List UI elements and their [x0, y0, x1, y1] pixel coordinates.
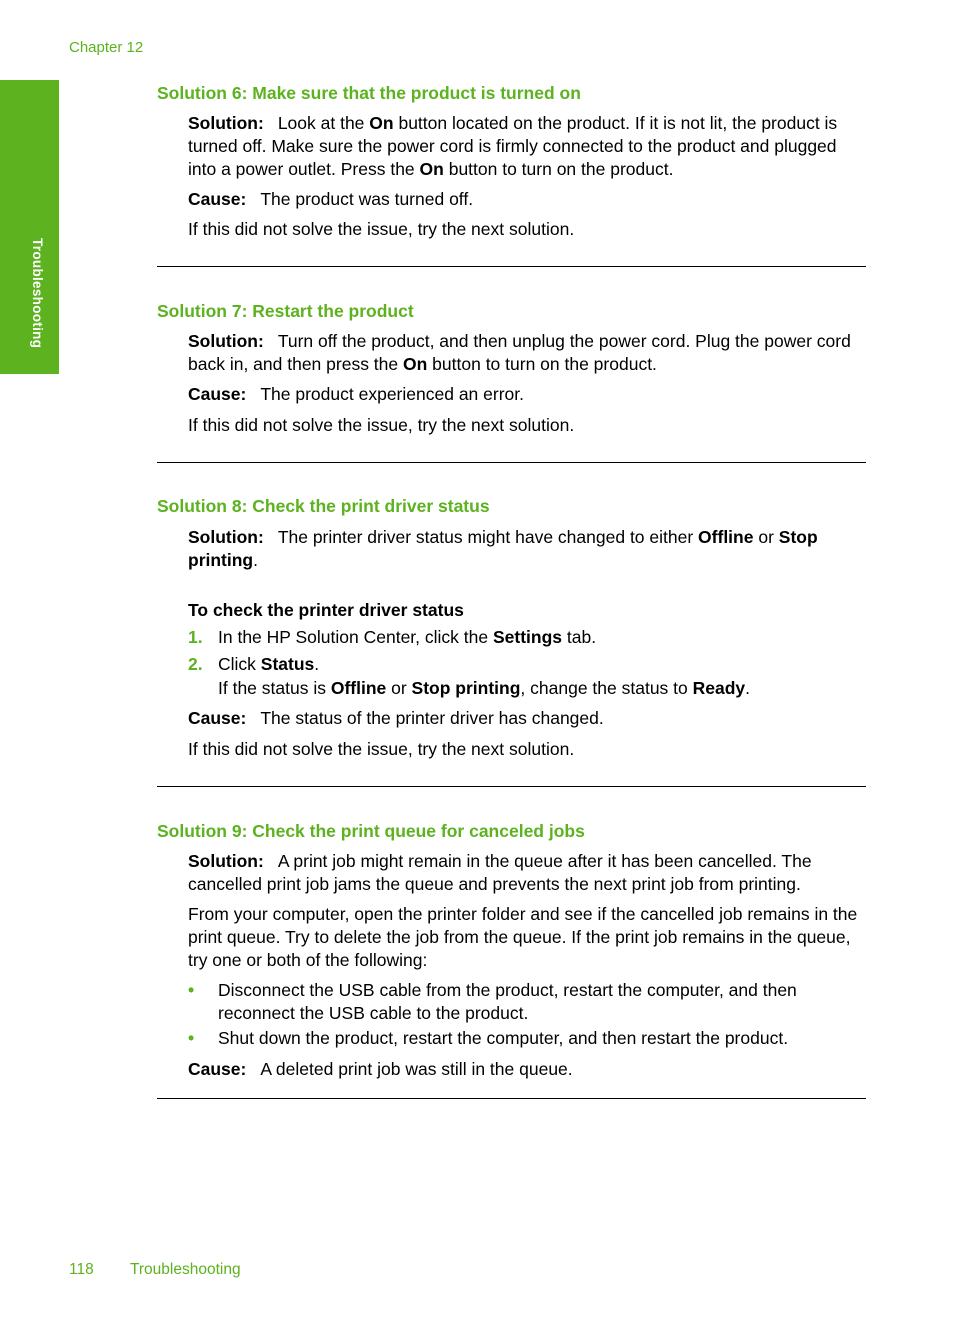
solution-8-text	[188, 526, 868, 572]
text-run: , change the status to	[520, 678, 693, 698]
solution-6-text	[188, 112, 868, 181]
solution-6-cause	[188, 188, 868, 211]
step-number: 1.	[188, 627, 203, 647]
text-run: Look at the	[277, 113, 370, 133]
text-run: button located on the product. If it is not lit, the product is turned off. Make sure the power cord is firmly connected to the product and plugged into a power outlet. Press the	[188, 113, 838, 179]
solution-label: Solution:	[188, 851, 264, 871]
cause-text: The status of the printer driver has changed.	[260, 708, 604, 728]
status-offline: Offline	[698, 527, 754, 547]
bullet-item: Disconnect the USB cable from the product, restart the computer, and then reconnect the USB cable to the product.	[218, 980, 797, 1023]
footer-section: Troubleshooting	[130, 1261, 241, 1278]
text-run: button to turn on the product.	[443, 159, 674, 179]
status-ready: Ready	[692, 678, 746, 698]
on-button-name: On	[403, 354, 428, 374]
status-item-name: Status	[260, 654, 315, 674]
settings-tab-name: Settings	[492, 627, 563, 647]
text-run: tab.	[562, 627, 597, 647]
solution-6-title: Solution 6: Make sure that the product is turned on	[157, 83, 581, 103]
solution-label: Solution:	[188, 331, 264, 351]
solution-label: Solution:	[188, 113, 264, 133]
cause-label: Cause:	[188, 1059, 247, 1079]
divider	[157, 462, 866, 463]
text-run: .	[314, 654, 320, 674]
cause-text: A deleted print job was still in the queue.	[260, 1059, 573, 1079]
side-tab-label: Troubleshooting	[30, 238, 45, 349]
text-run: Turn off the product, and then unplug the power cord. Plug the power cord back in, and then press the	[188, 331, 851, 374]
on-button-name: On	[419, 159, 444, 179]
solution-7-next: If this did not solve the issue, try the next solution.	[188, 415, 575, 435]
text-run: .	[253, 550, 258, 570]
solution-7-cause	[188, 383, 868, 406]
cause-label: Cause:	[188, 708, 247, 728]
bullet-icon: •	[188, 980, 195, 1000]
solution-9-paragraph: From your computer, open the printer folder and see if the cancelled job remains in the print queue. Try to delete the job from the queue. If the print job remains in the queue, try one or both of the following:	[188, 904, 858, 970]
status-stop-printing: Stop printing	[188, 527, 818, 570]
cause-text: The product was turned off.	[260, 189, 474, 209]
solution-9-title: Solution 9: Check the print queue for canceled jobs	[157, 821, 585, 841]
on-button-name: On	[369, 113, 394, 133]
cause-text: The product experienced an error.	[260, 384, 524, 404]
text-run: button to turn on the product.	[427, 354, 657, 374]
solution-9-cause	[188, 1058, 868, 1081]
text-run: If the status is	[218, 678, 331, 698]
text-run: In the HP Solution Center, click the	[218, 627, 493, 647]
solution-7-text	[188, 330, 868, 376]
solution-9-text	[188, 850, 868, 896]
chapter-header: Chapter 12	[69, 39, 144, 56]
solution-8-next: If this did not solve the issue, try the next solution.	[188, 739, 575, 759]
divider	[157, 786, 866, 787]
cause-label: Cause:	[188, 384, 247, 404]
bullet-item: Shut down the product, restart the computer, and then restart the product.	[218, 1028, 789, 1048]
divider	[157, 266, 866, 267]
cause-label: Cause:	[188, 189, 247, 209]
step-2-subtext	[218, 677, 868, 700]
divider	[157, 1098, 866, 1099]
page-number: 118	[69, 1261, 94, 1278]
solution-label: Solution:	[188, 527, 264, 547]
step-2-text	[218, 653, 868, 676]
bullet-icon: •	[188, 1028, 195, 1048]
solution-8-cause	[188, 707, 868, 730]
solution-6-next: If this did not solve the issue, try the next solution.	[188, 219, 575, 239]
text-run: or	[386, 678, 412, 698]
step-number: 2.	[188, 654, 203, 674]
text-run: .	[745, 678, 751, 698]
text-run: A print job might remain in the queue after it has been cancelled. The cancelled print job jams the queue and prevents the next print job from printing.	[188, 851, 812, 894]
text-run: or	[753, 527, 779, 547]
status-offline: Offline	[330, 678, 387, 698]
solution-8-title: Solution 8: Check the print driver status	[157, 496, 490, 516]
step-1-text	[218, 626, 868, 649]
text-run: The printer driver status might have changed to either	[277, 527, 699, 547]
solution-7-title: Solution 7: Restart the product	[157, 301, 414, 321]
status-stop-printing: Stop printing	[411, 678, 521, 698]
text-run: Click	[218, 654, 261, 674]
procedure-title: To check the printer driver status	[188, 600, 464, 620]
